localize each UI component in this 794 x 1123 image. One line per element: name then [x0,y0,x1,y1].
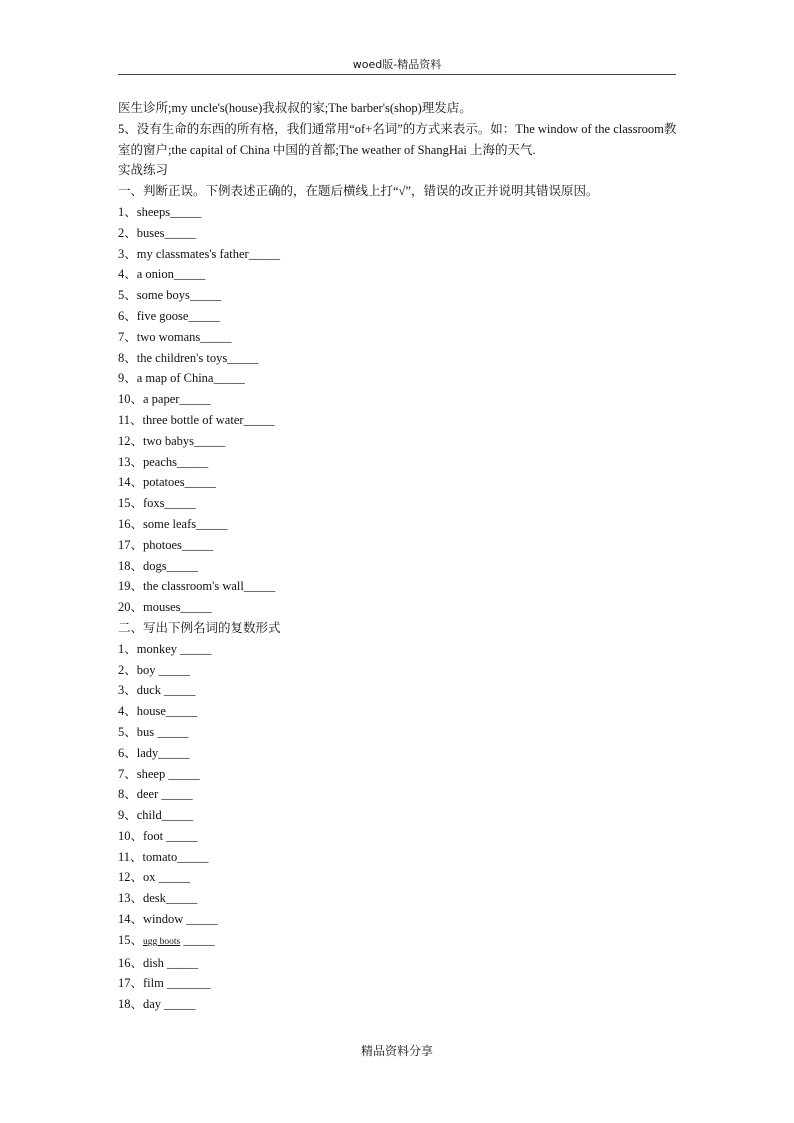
list-item: 18、day _____ [118,997,196,1012]
list-item: 2、boy _____ [118,662,190,677]
list-item [118,930,678,953]
section2-list [118,639,678,930]
section-heading-practice: 实战练习 [118,163,169,178]
list-item: 14、window _____ [118,912,218,927]
list-item: 17、film _______ [118,976,211,991]
list-item: 4、a onion_____ [118,267,206,282]
section1-title: 一、判断正误。下例表述正确的，在题后横线上打“√”，错误的改正并说明其错误原因。 [118,184,599,199]
list-item: 6、lady_____ [118,745,190,760]
list-item: 7、sheep _____ [118,766,200,781]
section2-list-continued [118,953,678,1015]
list-item: 9、a map of China_____ [118,371,245,386]
section1-list [118,202,678,618]
list-item: 16、dish _____ [118,955,199,970]
page-footer: 精品资料分享 [360,1044,433,1058]
list-item: 11、tomato_____ [118,849,209,864]
document-body [118,98,678,1015]
list-item: 8、the children's toys_____ [118,350,259,365]
list-item: 13、peachs_____ [118,454,209,469]
list-item: 13、desk_____ [118,891,198,906]
list-item: 12、two babys_____ [118,433,226,448]
list-item: 20、mouses_____ [118,600,212,615]
item-word: ugg boots [143,936,181,947]
list-item: 17、photoes_____ [118,537,214,552]
list-item: 3、duck _____ [118,683,196,698]
page-header: woed版-精品资料 [118,58,676,75]
list-item: 4、house_____ [118,704,198,719]
list-item: 14、potatoes_____ [118,475,216,490]
list-item: 2、buses_____ [118,225,196,240]
list-item: 3、my classmates's father_____ [118,246,280,261]
list-item: 6、five goose_____ [118,308,220,323]
list-item: 15、foxs_____ [118,496,196,511]
list-item: 10、a paper_____ [118,392,211,407]
item-number: 15、 [118,932,144,947]
list-item: 19、the classroom's wall_____ [118,579,276,594]
list-item: 5、some boys_____ [118,288,222,303]
list-item: 18、dogs_____ [118,558,198,573]
list-item: 12、ox _____ [118,870,190,885]
list-item: 9、child_____ [118,808,193,823]
list-item: 16、some leafs_____ [118,516,228,531]
list-item: 10、foot _____ [118,828,198,843]
list-item: 7、two womans_____ [118,329,232,344]
list-item: 8、deer _____ [118,787,193,802]
list-item: 11、three bottle of water_____ [118,412,275,427]
intro-line-2: 5、没有生命的东西的所有格，我们通常用“of+名词”的方式来表示。如：The window of the classroom教室的窗户;the capital of China 中国的首都;The weather of ShangHai 上海的天气. [118,121,677,157]
item-blank: _____ [180,932,215,947]
list-item: 1、sheeps_____ [118,204,202,219]
list-item: 1、monkey _____ [118,641,212,656]
section2-title: 二、写出下例名词的复数形式 [118,620,281,635]
intro-line-1: 医生诊所;my uncle's(house)我叔叔的家;The barber's(shop)理发店。 [118,101,472,115]
list-item: 5、bus _____ [118,724,189,739]
